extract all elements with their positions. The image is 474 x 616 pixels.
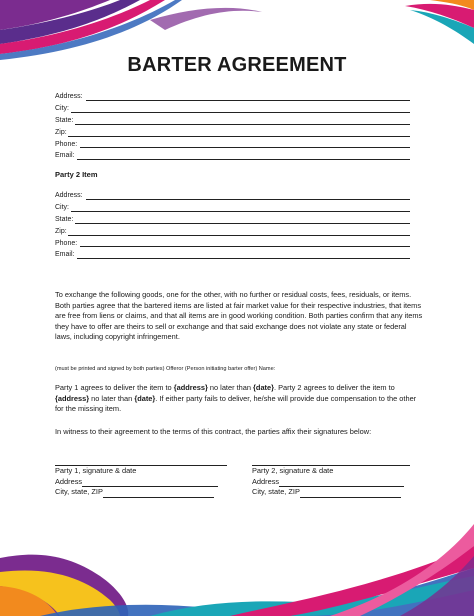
field-label: Phone: <box>55 140 78 148</box>
party2-city-line[interactable] <box>300 488 401 498</box>
field-line <box>71 112 410 113</box>
party2-signature-label: Party 2, signature & date <box>252 466 334 475</box>
party1-signature-label: Party 1, signature & date <box>55 466 137 475</box>
field-label: Phone: <box>55 239 78 247</box>
document-title: BARTER AGREEMENT <box>127 54 347 76</box>
party2-state-field[interactable] <box>55 214 410 226</box>
field-line <box>86 100 410 101</box>
party1-state-field[interactable] <box>55 115 410 127</box>
field-label: Address: <box>55 93 83 100</box>
party1-city-row <box>55 487 227 498</box>
party1-city-label: City, state, ZIP <box>55 487 103 496</box>
field-label: Email: <box>55 152 75 160</box>
field-line <box>86 199 410 200</box>
party2-city-row <box>252 487 410 498</box>
delivery-text: . Party 2 agrees to deliver the item to <box>274 383 395 392</box>
field-label: City: <box>55 203 69 211</box>
field-line <box>80 246 410 247</box>
field-line <box>75 223 410 224</box>
party2-address-row <box>252 477 410 488</box>
party2-city-label: City, state, ZIP <box>252 487 300 496</box>
party1-email-field[interactable] <box>55 150 410 162</box>
party2-address-label: Address <box>252 476 280 486</box>
field-line <box>75 124 410 125</box>
date-placeholder: {date} <box>134 393 156 403</box>
party1-zip-field[interactable] <box>55 127 410 139</box>
field-label: Zip: <box>55 227 67 235</box>
witness-paragraph: In witness to their agreement to the terms of this contract, the parties affix their signatures below: <box>55 427 372 436</box>
party1-address-row <box>55 477 227 488</box>
party1-city-field[interactable] <box>55 103 410 115</box>
field-label: State: <box>55 215 74 223</box>
date-placeholder: {date} <box>253 383 274 392</box>
party1-address-label: Address <box>55 476 83 486</box>
party1-signature-block <box>55 456 227 498</box>
field-line <box>77 159 410 160</box>
delivery-text: no later than <box>207 383 254 392</box>
bottom-wave-decoration <box>0 516 474 616</box>
party2-fields <box>55 190 410 261</box>
field-line <box>71 211 410 212</box>
party2-signature-line[interactable] <box>252 456 410 466</box>
offeror-note: (must be printed and signed by both parties) Offeror (Person initiating barter offer) Name: <box>55 366 276 372</box>
field-label: Address: <box>55 192 83 199</box>
delivery-paragraph <box>55 383 423 415</box>
party2-email-field[interactable] <box>55 249 410 261</box>
field-line <box>77 258 410 259</box>
top-wave-decoration <box>0 0 474 62</box>
party1-city-line[interactable] <box>103 488 214 498</box>
party1-phone-field[interactable] <box>55 139 410 151</box>
delivery-text: . If either party fails to deliver, he/she will provide due compensation to the other for the missing item. <box>55 393 417 414</box>
party2-city-field[interactable] <box>55 202 410 214</box>
field-line <box>80 147 410 148</box>
party2-address-line[interactable] <box>279 477 404 487</box>
field-line <box>68 235 410 236</box>
party2-signature-block <box>252 456 410 498</box>
address-placeholder: {address} <box>55 393 90 403</box>
field-label: City: <box>55 104 69 112</box>
exchange-paragraph: To exchange the following goods, one for the other, with no further or residual costs, fees, residuals, or items. Both parties agree that the bartered items are listed at fair market value for their respective industries, that items are free from liens or claims, and that all items are in good working condition. Both parties confirm that any items they have to offer are theirs to sell or exchange and that said exchange does not violate any state or federal laws, including copyright infringement. <box>55 290 423 342</box>
party2-heading: Party 2 Item <box>55 170 98 179</box>
party2-address-field[interactable] <box>55 190 410 202</box>
delivery-text: no later than <box>89 393 135 403</box>
field-label: State: <box>55 116 74 124</box>
field-label: Email: <box>55 251 75 259</box>
delivery-text: Party 1 agrees to deliver the item to <box>55 383 174 392</box>
field-label: Zip: <box>55 128 67 136</box>
field-line <box>68 136 410 137</box>
address-placeholder: {address} <box>173 383 208 392</box>
party1-fields <box>55 91 410 162</box>
party2-zip-field[interactable] <box>55 226 410 238</box>
party1-address-field[interactable] <box>55 91 410 103</box>
party2-phone-field[interactable] <box>55 238 410 250</box>
party1-signature-line[interactable] <box>55 456 227 466</box>
party1-address-line[interactable] <box>82 477 218 487</box>
